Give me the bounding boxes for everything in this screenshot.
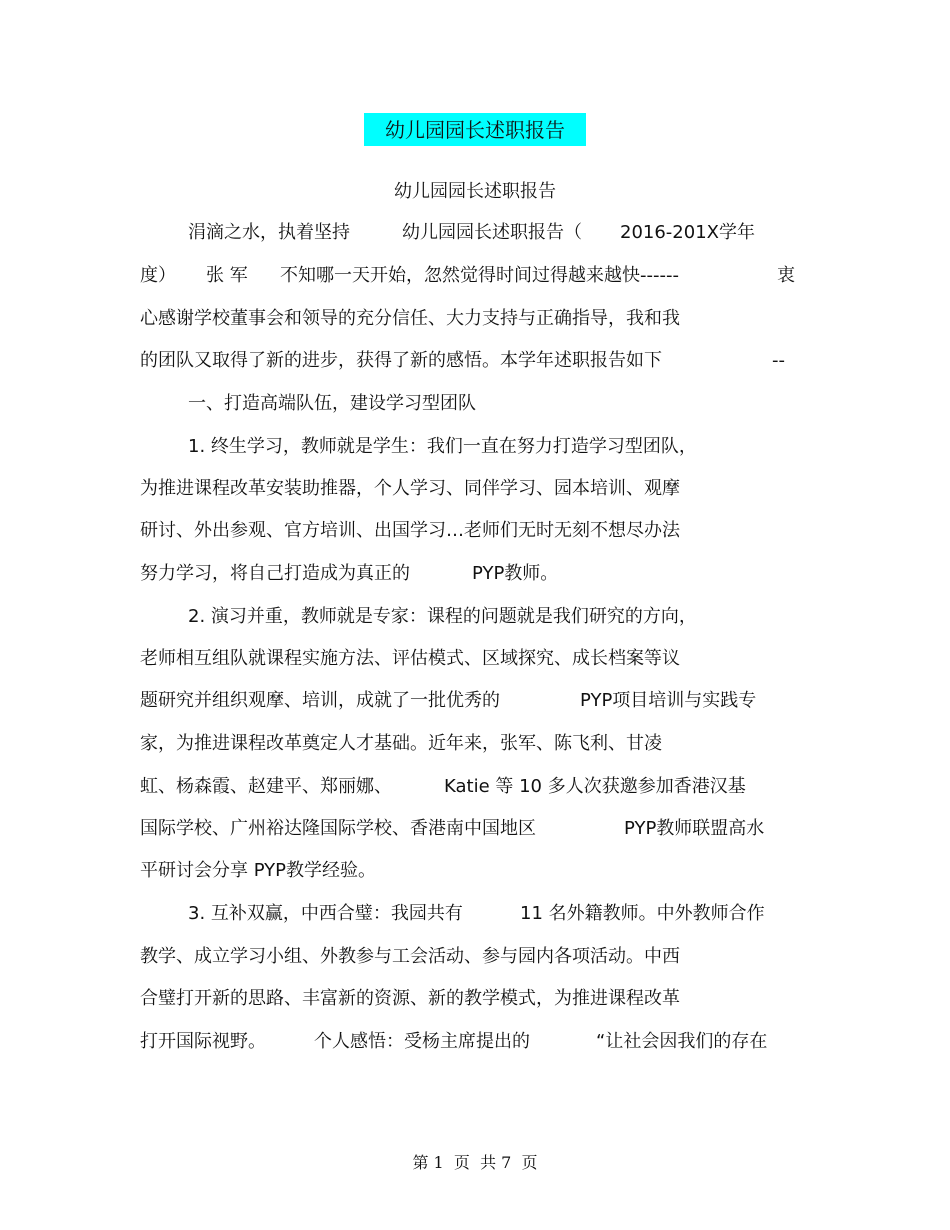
subtitle: 幼儿园园长述职报告: [394, 181, 556, 202]
line-segment: 度）: [140, 265, 176, 286]
line-segment: 教学、成立学习小组、外教参与工会活动、参与园内各项活动。中西: [140, 946, 680, 967]
title-text: 幼儿园园长述职报告: [385, 117, 565, 142]
line-segment: 一、打造高端队伍，建设学习型团队: [188, 393, 476, 414]
line-segment: Katie 等 10 多人次获邀参加香港汉基: [444, 776, 746, 797]
line-segment: 老师相互组队就课程实施方法、评估模式、区域探究、成长档案等议: [140, 648, 680, 669]
line-segment: 的团队又取得了新的进步，获得了新的感悟。本学年述职报告如下: [140, 350, 662, 371]
line-segment: 努力学习，将自己打造成为真正的: [140, 563, 410, 584]
highlighted-title: [364, 113, 586, 146]
line-segment: 1. 终生学习，教师就是学生：我们一直在努力打造学习型团队，: [188, 436, 697, 457]
line-segment: 2. 演习并重，教师就是专家：课程的问题就是我们研究的方向，: [188, 606, 697, 627]
line-segment: PYP教师联盟高水: [624, 818, 765, 839]
line-segment: 3. 互补双赢，中西合璧：我园共有: [188, 903, 463, 924]
line-segment: 为推进课程改革安装助推器，个人学习、同伴学习、园本培训、观摩: [140, 478, 680, 499]
line-segment: 张 军: [206, 265, 248, 286]
line-segment: PYP项目培训与实践专: [580, 690, 757, 711]
line-segment: 心感谢学校董事会和领导的充分信任、大力支持与正确指导，我和我: [140, 308, 680, 329]
line-segment: 涓滴之水，执着坚持: [188, 222, 350, 243]
line-segment: 衷: [777, 265, 795, 286]
line-segment: 11 名外籍教师。中外教师合作: [520, 903, 765, 924]
line-segment: 题研究并组织观摩、培训，成就了一批优秀的: [140, 690, 500, 711]
line-segment: PYP教师。: [472, 563, 559, 584]
line-segment: 家，为推进课程改革奠定人才基础。近年来，张军、陈飞利、甘凌: [140, 733, 662, 754]
line-segment: 平研讨会分享 PYP教学经验。: [140, 860, 377, 881]
line-segment: 个人感悟：受杨主席提出的: [314, 1031, 530, 1052]
line-segment: 2016-201X学年: [620, 222, 755, 243]
line-segment: --: [772, 350, 785, 371]
line-segment: 幼儿园园长述职报告（: [402, 222, 582, 243]
line-segment: 打开国际视野。: [140, 1031, 266, 1052]
page-footer: 第 1 页 共 7 页: [412, 1153, 538, 1172]
line-segment: 研讨、外出参观、官方培训、出国学习…老师们无时无刻不想尽办法: [140, 520, 680, 541]
line-segment: 国际学校、广州裕达隆国际学校、香港南中国地区: [140, 818, 536, 839]
line-segment: “让社会因我们的存在: [596, 1031, 768, 1052]
line-segment: 不知哪一天开始，忽然觉得时间过得越来越快------: [280, 265, 679, 286]
line-segment: 合璧打开新的思路、丰富新的资源、新的教学模式，为推进课程改革: [140, 988, 680, 1009]
line-segment: 虹、杨森霞、赵建平、郑丽娜、: [140, 776, 392, 797]
